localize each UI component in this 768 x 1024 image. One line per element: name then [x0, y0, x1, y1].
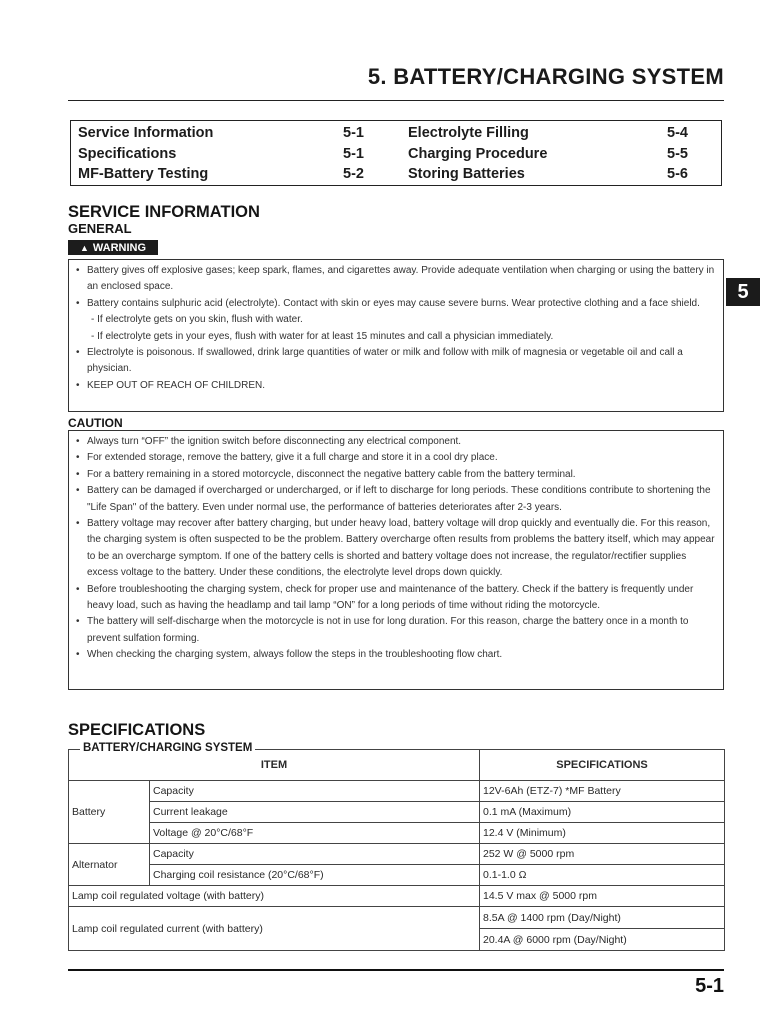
toc-page-number: 5-2 — [343, 166, 364, 182]
chapter-title: 5. BATTERY/CHARGING SYSTEM — [367, 64, 724, 89]
section-title-service-information: SERVICE INFORMATION — [68, 203, 260, 221]
list-sub-item: - If electrolyte gets in your eyes, flush with water for at least 15 minutes and call a physician immediately. — [91, 330, 554, 342]
list-item: • Electrolyte is poisonous. If swallowed, drink large quantities of water or milk and follow with milk of magnesia or vegetable oil and call a physician. — [75, 345, 717, 378]
list-item: • Battery voltage may recover after battery charging, but under heavy load, battery voltage will drop quickly and eventually die. For this reason, the charging system is often suspected to be the problem. Battery overcharge often results from problems the battery itself, which may appear to be an overcharge symptom. If one of the battery cells is shorted and battery voltage does not increase, the regulator/rectifier supplies excess voltage to the battery. Under these conditions, the electrolyte level drops down quickly. — [75, 516, 717, 582]
caution-list — [69, 431, 723, 664]
subsection-title-general: GENERAL — [68, 221, 132, 236]
warning-label: WARNING — [92, 241, 147, 254]
warning-box — [68, 259, 724, 412]
table-cell-spec: 12.4 V (Minimum) — [480, 823, 725, 844]
section-title-specifications: SPECIFICATIONS — [68, 721, 206, 739]
table-row — [69, 844, 725, 865]
list-sub-item: - If electrolyte gets on you skin, flush with water. — [91, 314, 303, 326]
toc-link-specifications[interactable]: Specifications — [78, 145, 177, 162]
title-divider — [68, 100, 724, 101]
table-cell-item: Lamp coil regulated voltage (with battery) — [69, 886, 480, 907]
table-cell-spec: 14.5 V max @ 5000 rpm — [480, 886, 725, 907]
table-caption: BATTERY/CHARGING SYSTEM — [80, 742, 255, 754]
table-cell-item: Lamp coil regulated current (with battery) — [69, 907, 480, 951]
table-row — [69, 823, 725, 844]
page-number: 5-1 — [695, 975, 724, 997]
table-row — [69, 781, 725, 802]
table-group-alternator: Alternator — [69, 844, 150, 886]
list-item: • Battery contains sulphuric acid (electrolyte). Contact with skin or eyes may cause severe burns. Wear protective clothing and a face shield. — [75, 296, 717, 312]
caution-label: CAUTION — [68, 416, 123, 430]
table-of-contents — [70, 120, 722, 186]
caution-box — [68, 430, 724, 690]
toc-link-storing-batteries[interactable]: Storing Batteries — [408, 166, 525, 182]
toc-page-number: 5-1 — [343, 125, 364, 141]
toc-page-number: 5-1 — [343, 145, 364, 162]
toc-left-pages — [343, 125, 364, 187]
table-cell-item: Charging coil resistance (20°C/68°F) — [150, 865, 480, 886]
table-cell-item: Current leakage — [150, 802, 480, 823]
table-cell-spec: 20.4A @ 6000 rpm (Day/Night) — [480, 929, 725, 951]
specifications-table — [68, 749, 725, 951]
footer-divider — [68, 969, 724, 971]
toc-link-service-information[interactable]: Service Information — [78, 125, 214, 141]
table-cell-spec: 8.5A @ 1400 rpm (Day/Night) — [480, 907, 725, 929]
table-row — [69, 886, 725, 907]
toc-link-charging-procedure[interactable]: Charging Procedure — [408, 145, 548, 162]
table-cell-spec: 12V-6Ah (ETZ-7) *MF Battery — [480, 781, 725, 802]
table-header-specifications: SPECIFICATIONS — [480, 750, 725, 781]
list-item: • Battery gives off explosive gases; keep spark, flames, and cigarettes away. Provide adequate ventilation when charging or using the battery in an enclosed space. — [75, 263, 717, 296]
toc-page-number: 5-6 — [667, 166, 688, 182]
table-row — [69, 907, 725, 929]
warning-list-continued — [69, 345, 723, 394]
list-item: • Always turn “OFF” the ignition switch before disconnecting any electrical component. — [75, 434, 717, 450]
table-header-item: ITEM — [69, 750, 480, 781]
list-item: • For extended storage, remove the battery, give it a full charge and store it in a cool dry place. — [75, 450, 717, 466]
warning-list — [69, 260, 723, 312]
toc-link-electrolyte-filling[interactable]: Electrolyte Filling — [408, 125, 529, 141]
toc-right-pages — [667, 125, 688, 187]
toc-right-labels — [408, 125, 547, 187]
list-item: • The battery will self-discharge when the motorcycle is not in use for long duration. For this reason, charge the battery once in a month to prevent sulfation forming. — [75, 614, 717, 647]
table-header-row — [69, 750, 725, 781]
toc-page-number: 5-4 — [667, 125, 688, 141]
table-row — [69, 865, 725, 886]
table-cell-item: Voltage @ 20°C/68°F — [150, 823, 480, 844]
chapter-side-tab: 5 — [726, 278, 760, 306]
table-cell-spec: 0.1-1.0 Ω — [480, 865, 725, 886]
table-cell-item: Capacity — [150, 844, 480, 865]
warning-badge — [68, 240, 158, 255]
list-item: • Before troubleshooting the charging system, check for proper use and maintenance of the battery. Check if the battery is frequently under heavy load, such as having the headlamp and tail lamp “ON” for a long periods of time without riding the motorcycle. — [75, 582, 717, 615]
table-group-battery: Battery — [69, 781, 150, 844]
list-item: • KEEP OUT OF REACH OF CHILDREN. — [75, 378, 717, 394]
table-cell-item: Capacity — [150, 781, 480, 802]
list-item: • When checking the charging system, always follow the steps in the troubleshooting flow chart. — [75, 647, 717, 663]
warning-triangle-icon: ▲ — [79, 242, 89, 253]
toc-link-mf-battery-testing[interactable]: MF-Battery Testing — [78, 166, 209, 182]
table-cell-spec: 0.1 mA (Maximum) — [480, 802, 725, 823]
list-item: • Battery can be damaged if overcharged or undercharged, or if left to discharge for long periods. These conditions contribute to shortening the "Life Span" of the battery. Even under normal use, the performance of batteries deteriorates after 2-3 years. — [75, 483, 717, 516]
toc-page-number: 5-5 — [667, 145, 688, 162]
list-item: • For a battery remaining in a stored motorcycle, disconnect the negative battery cable from the battery terminal. — [75, 467, 717, 483]
table-row — [69, 802, 725, 823]
table-cell-spec: 252 W @ 5000 rpm — [480, 844, 725, 865]
toc-left-labels — [78, 125, 213, 187]
